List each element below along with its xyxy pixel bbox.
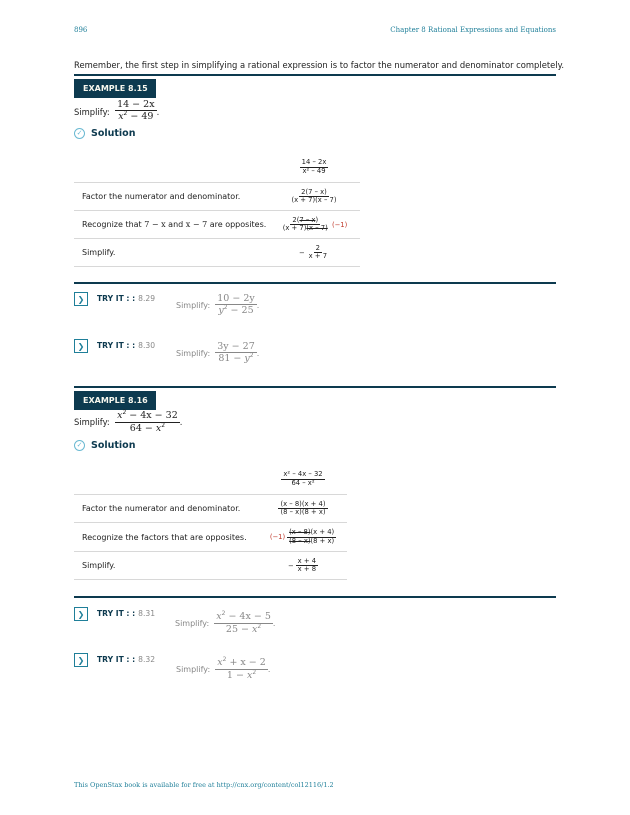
step-numerator: 2(7 – x) — [301, 187, 327, 196]
simplify-label: Simplify: — [74, 417, 110, 428]
example-problem — [74, 100, 159, 123]
start-denominator: x² – 49 — [302, 166, 326, 175]
problem-denominator-base: x — [118, 111, 124, 123]
den-cancelled: (8 – x) — [289, 536, 311, 545]
step-fraction — [281, 217, 330, 233]
chevron-right-icon[interactable]: ❯ — [74, 292, 88, 306]
num-a: 2( — [292, 215, 300, 224]
intro-text: Remember, the first step in simplifying a rational expression is to factor the numerator and denominator completely. — [74, 60, 565, 70]
den-cancelled: (x – 7) — [306, 224, 328, 232]
den-rest: − 25 — [227, 305, 254, 317]
problem-numerator: 3y − 27 — [217, 341, 255, 352]
period: . — [272, 618, 276, 628]
step-fraction — [296, 558, 318, 574]
step-numerator: (x – 8)(x + 4) — [280, 499, 326, 508]
step-math: 7 − x — [144, 220, 166, 229]
solution-heading — [74, 128, 135, 139]
step-numerator: 2 — [315, 243, 320, 252]
example-end-rule — [74, 282, 556, 284]
step-denominator: x + 7 — [308, 252, 328, 260]
table-row — [74, 211, 360, 239]
den-exp: 2 — [257, 622, 262, 630]
den-a: 64 − — [129, 422, 156, 434]
try-it-8-31 — [74, 607, 155, 621]
step-fraction — [278, 501, 327, 517]
period: . — [256, 301, 260, 311]
step-text: Factor the numerator and denominator. — [82, 192, 241, 201]
den-a: (x + 7) — [282, 224, 307, 232]
example-problem — [74, 410, 182, 434]
table-row — [74, 152, 360, 183]
start-numerator: x² – 4x – 32 — [283, 470, 323, 479]
step-math-2: x − 7 — [185, 220, 208, 229]
solution-table — [74, 464, 347, 580]
try-it-problem — [175, 611, 275, 635]
chevron-right-icon[interactable]: ❯ — [74, 653, 88, 667]
step-denominator: (8 – x)(8 + x) — [280, 508, 326, 516]
step-text: Factor the numerator and denominator. — [82, 504, 241, 513]
minus-sign: − — [287, 561, 294, 570]
negative-one: (−1) — [269, 533, 286, 541]
problem-numerator: 10 − 2y — [217, 293, 255, 304]
chapter-title: Chapter 8 Rational Expressions and Equations — [390, 26, 556, 34]
num-base: x — [217, 657, 223, 669]
chevron-right-icon[interactable]: ❯ — [74, 607, 88, 621]
solution-table — [74, 152, 360, 267]
num-cancelled: 7 – x — [299, 215, 316, 224]
num-exp: 2 — [221, 610, 226, 617]
num-exp: 2 — [222, 656, 227, 663]
try-it-problem — [176, 657, 270, 681]
problem-denominator-exponent: 2 — [123, 110, 128, 118]
try-it-label: TRY IT : : — [97, 609, 136, 618]
step-numerator: x + 4 — [297, 556, 317, 565]
try-it-problem — [176, 294, 259, 317]
simplify-label: Simplify: — [176, 349, 211, 359]
step-fraction — [289, 189, 338, 205]
minus-sign: − — [298, 248, 305, 257]
try-it-number: 8.32 — [138, 655, 156, 664]
den-a: 1 − — [226, 669, 247, 681]
solution-label: Solution — [91, 128, 136, 139]
problem-denominator-rest: − 49 — [127, 111, 154, 123]
simplify-label: Simplify: — [176, 664, 211, 674]
step-text-b: and — [165, 220, 186, 229]
table-row — [74, 464, 347, 495]
simplify-label: Simplify: — [175, 618, 210, 628]
try-it-number: 8.30 — [138, 341, 156, 350]
example-label: EXAMPLE 8.15 — [74, 79, 156, 98]
den-base: x — [155, 422, 162, 434]
period: . — [256, 349, 260, 359]
step-fraction — [287, 529, 336, 545]
num-rest: + x − 2 — [226, 657, 266, 669]
num-exp: 2 — [122, 409, 127, 416]
example-label: EXAMPLE 8.16 — [74, 391, 156, 410]
step-text — [74, 220, 268, 229]
step-text: Recognize the factors that are opposites. — [82, 532, 247, 542]
problem-fraction — [215, 294, 257, 317]
check-circle-icon: ✓ — [74, 440, 85, 451]
period: . — [267, 664, 271, 674]
start-numerator: 14 – 2x — [301, 158, 327, 167]
try-it-label: TRY IT : : — [97, 655, 136, 664]
page-number: 896 — [74, 26, 88, 34]
num-rest: − 4x − 32 — [126, 410, 178, 422]
table-row — [74, 523, 347, 552]
den-base: x — [246, 669, 253, 681]
solution-label: Solution — [91, 440, 136, 451]
problem-fraction — [115, 100, 157, 123]
den-a: 25 − — [225, 623, 252, 635]
try-it-8-32 — [74, 653, 155, 667]
problem-fraction — [214, 611, 273, 635]
try-it-problem — [176, 342, 259, 365]
check-circle-icon: ✓ — [74, 128, 85, 139]
step-text: Simplify. — [82, 561, 116, 570]
step-text-a: Recognize that — [82, 220, 145, 229]
table-row — [74, 552, 347, 580]
step-text-c: are opposites. — [207, 220, 267, 229]
solution-heading — [74, 440, 135, 451]
table-row — [74, 239, 360, 267]
den-base: x — [252, 623, 258, 635]
step-text: Simplify. — [82, 248, 116, 257]
num-rest: − 4x − 5 — [225, 611, 271, 623]
problem-fraction — [215, 657, 268, 681]
try-it-8-29 — [74, 292, 155, 306]
chevron-right-icon[interactable]: ❯ — [74, 339, 88, 353]
step-denominator: x + 8 — [297, 565, 317, 573]
start-fraction — [281, 471, 324, 487]
num-b: ) — [315, 215, 319, 224]
problem-period: . — [156, 106, 160, 117]
footer-text[interactable]: This OpenStax book is available for free at http://cnx.org/content/col12116/1.2 — [74, 781, 334, 789]
table-row — [74, 183, 360, 211]
step-fraction — [307, 245, 329, 261]
num-cancelled: (x – 8) — [289, 528, 311, 537]
example-8-16 — [74, 386, 556, 573]
den-a: 81 − — [218, 353, 245, 365]
den-base: y — [244, 353, 250, 365]
num-base: x — [117, 410, 123, 422]
problem-fraction — [115, 410, 180, 434]
problem-period: . — [179, 417, 183, 428]
problem-numerator: 14 − 2x — [117, 99, 155, 110]
simplify-label: Simplify: — [74, 106, 110, 117]
try-it-label: TRY IT : : — [97, 341, 136, 350]
start-denominator: 64 – x² — [291, 478, 315, 487]
try-it-8-30 — [74, 339, 155, 353]
try-it-label: TRY IT : : — [97, 294, 136, 303]
den-exp: 2 — [161, 421, 166, 429]
problem-fraction — [215, 342, 257, 365]
example-end-rule — [74, 596, 556, 598]
den-exp: 2 — [252, 668, 257, 676]
num-base: x — [216, 611, 222, 623]
num-b: (x + 4) — [310, 528, 335, 537]
example-8-15 — [74, 74, 556, 260]
try-it-number: 8.31 — [138, 609, 156, 618]
den-exp: 2 — [249, 352, 254, 360]
try-it-number: 8.29 — [138, 294, 156, 303]
step-denominator: (x + 7)(x – 7) — [291, 196, 337, 204]
den-base: y — [218, 305, 224, 317]
table-row — [74, 495, 347, 523]
start-fraction — [300, 159, 329, 175]
den-exp: 2 — [223, 304, 228, 312]
negative-one: (−1) — [331, 220, 348, 229]
den-b: (8 + x) — [310, 536, 335, 545]
simplify-label: Simplify: — [176, 301, 211, 311]
